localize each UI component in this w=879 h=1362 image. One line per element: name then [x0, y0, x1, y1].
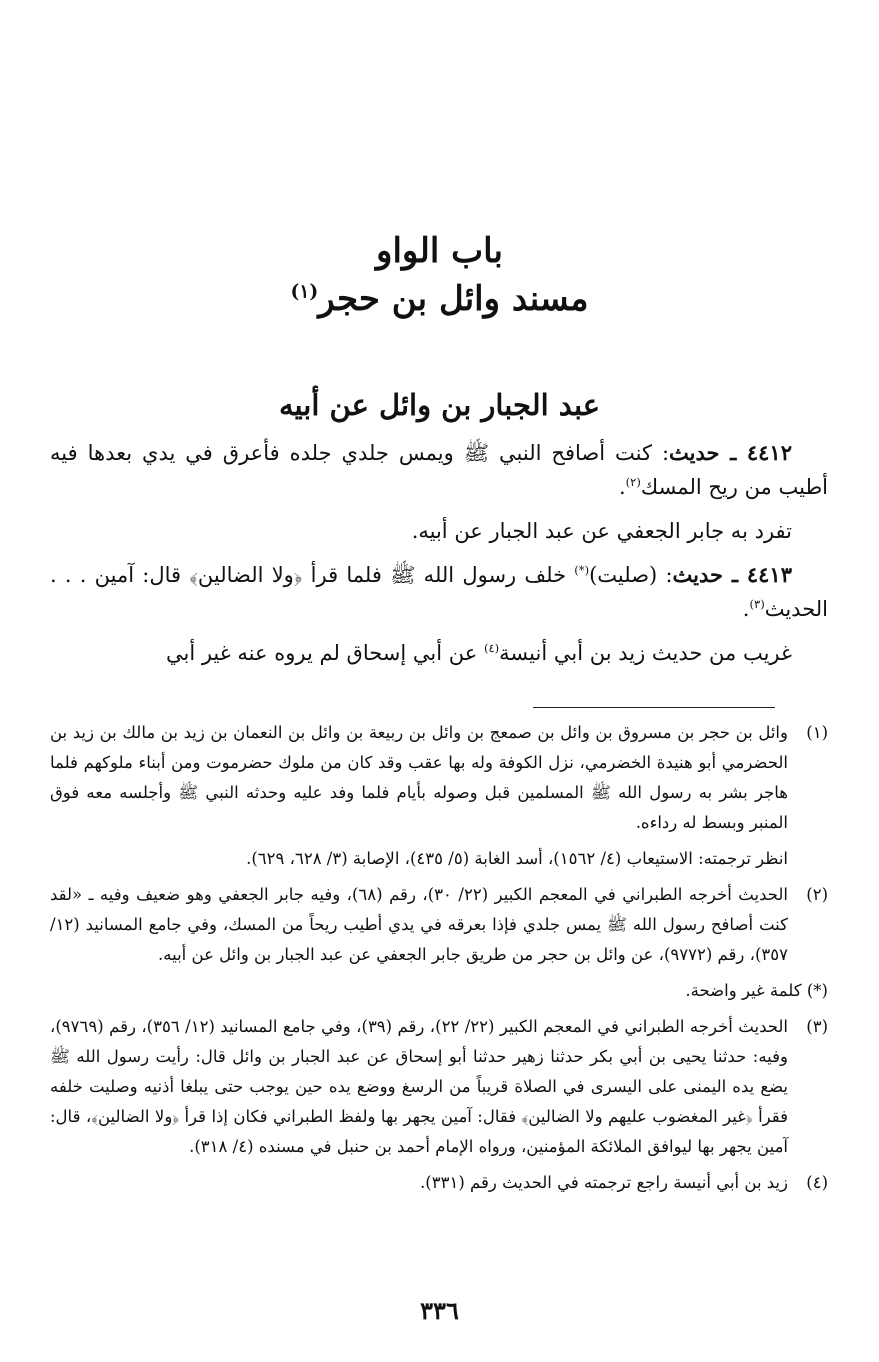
- commentary: تفرد به جابر الجعفي عن عبد الجبار عن أبيه.: [411, 519, 792, 543]
- hadith-number: ٤٤١٢: [746, 440, 792, 465]
- footnote-body: [50, 718, 788, 874]
- footnote-body: [50, 1168, 788, 1198]
- hadith-text: : (صليت): [589, 563, 673, 587]
- commentary: [50, 636, 828, 670]
- hadith-text-end: .: [618, 475, 626, 499]
- footnote-text: الحديث أخرجه الطبراني في المعجم الكبير (٢٢/ ٣٠)، رقم (٦٨)، وفيه جابر الجعفي وهو ضعيف وفيه ـ «لقد كنت أصافح رسول الله ﷺ يمس جلدي فإذا بعرقه في يدي أطيب ريحاً من المسك، وفي جامع المسانيد (١٢/ ٣٥٧)، رقم (٩٧٧٢)، عن وائل بن حجر من طريق جابر الجعفي عن عبد الجبار بن وائل عن أبيه.: [50, 885, 789, 964]
- footnote-3: [50, 1012, 828, 1162]
- musnad-title: [0, 274, 879, 324]
- footnote-divider: [533, 707, 775, 708]
- hadith-4413: [50, 558, 828, 626]
- titles-block: [0, 228, 879, 324]
- footnote-ref: (٣): [749, 597, 765, 611]
- section-title: عبد الجبار بن وائل عن أبيه: [278, 388, 600, 422]
- commentary-text: غريب من حديث زيد بن أبي أنيسة: [499, 641, 792, 665]
- footnote-2: [50, 880, 828, 970]
- footnote-ref-star: (*): [574, 563, 590, 577]
- hadith-text-end: .: [742, 597, 750, 621]
- footnote-text: وائل بن حجر بن مسروق بن وائل بن صمعج بن وائل بن ربيعة بن وائل بن النعمان بن زيد بن مالك بن زيد بن الحضرمي أبو هنيدة الخضرمي، نزل الكوفة وله بها عقب وقد كان من ملوك حضرموت ومن أبناء ملوكهم فلما هاجر بشر به رسول الله ﷺ المسلمين قبل وصوله بأيام فلما وفد عليه وحدثه النبي ﷺ وأجلسه معه فوق المنبر وبسط له رداءه.: [50, 723, 788, 832]
- page-number: ٣٣٦: [420, 1296, 459, 1325]
- footnote-1: [50, 718, 828, 874]
- footnote-text: زيد بن أبي أنيسة راجع ترجمته في الحديث رقم (٣٣١).: [420, 1173, 788, 1192]
- footnote-number: (١): [806, 723, 828, 742]
- hadith-text: : كنت أصافح النبي ﷺ ويمس جلدي جلده فأعرق في يدي بعدها فيه أطيب من ريح المسك: [50, 441, 828, 499]
- footnote-ref: (٤): [483, 641, 500, 655]
- footnote-text: الحديث أخرجه الطبراني في المعجم الكبير (٢٢/ ٢٢)، رقم (٣٩)، وفي جامع المسانيد (١٢/ ٣٥٦)، رقم (٩٧٦٩)، وفيه: حدثنا يحيى بن أبي بكر حدثنا زهير حدثنا أبو إسحاق عن عبد الجبار بن وائل قال: رأيت رسول الله ﷺ يضع يده اليمنى على اليسرى في الصلاة قريباً من الرسغ ووضع يده حين يوجب حتى يبلغا أذنيه وصليت خلفه فقرأ ﴿غير المغضوب عليهم ولا الضالين﴾ فقال: آمين يجهر بها ولفظ الطبراني فكان إذا قرأ ﴿ولا الضالين﴾، قال: آمين يجهر بها ليوافق الملائكة المؤمنين، ورواه الإمام أحمد بن حنبل في مسنده (٤/ ٣١٨).: [50, 1017, 789, 1156]
- footnote-number: (٤): [806, 1173, 828, 1192]
- hadith-label: حديث: [669, 440, 720, 465]
- hadith-label: حديث: [672, 562, 723, 587]
- footnote-ref: (١): [290, 280, 319, 303]
- hadith-number: ٤٤١٣: [746, 562, 792, 587]
- footnote-number: (٢): [806, 885, 828, 904]
- footnote-4: [50, 1168, 828, 1198]
- hadith-dash: ـ: [719, 440, 747, 465]
- commentary-text-cont: عن أبي إسحاق لم يروه عنه غير أبي: [165, 641, 484, 665]
- musnad-title-text: مسند وائل بن حجر: [318, 279, 589, 319]
- hadith-4412: [50, 436, 828, 504]
- footnote-references: انظر ترجمته: الاستيعاب (٤/ ١٥٦٢)، أسد الغابة (٥/ ٤٣٥)، الإصابة (٣/ ٦٢٨، ٦٢٩).: [246, 849, 788, 868]
- footnote-ref: (٢): [625, 475, 641, 489]
- footnote-star: (*) كلمة غير واضحة.: [685, 981, 828, 1000]
- footnotes: [50, 718, 828, 1204]
- chapter-title: باب الواو: [376, 231, 503, 271]
- footnote-body: [50, 880, 788, 970]
- main-text: [50, 436, 828, 680]
- footnote-body: [50, 1012, 788, 1162]
- hadith-dash: ـ: [723, 562, 747, 587]
- hadith-text-cont: خلف رسول الله ﷺ فلما قرأ ﴿ولا الضالين﴾ قال: آمين . . . الحديث: [50, 563, 828, 621]
- footnote-number: (٣): [806, 1017, 828, 1036]
